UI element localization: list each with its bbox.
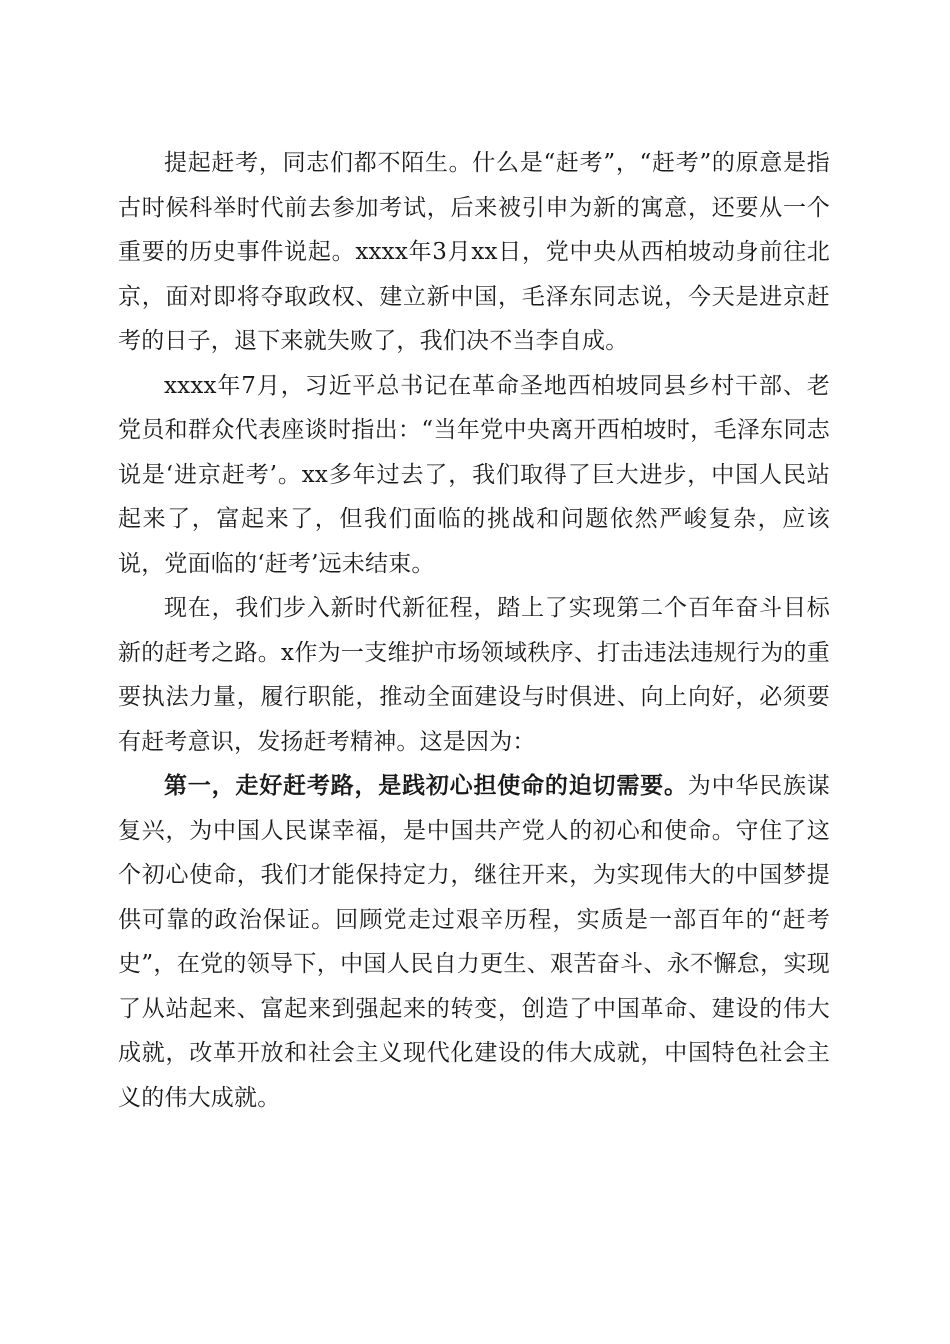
paragraph-4 [118,764,830,1120]
paragraph-2 [118,364,830,587]
document-body [118,141,830,1120]
paragraph-1 [118,141,830,364]
paragraph-4-text: 为中华民族谋复兴，为中国人民谋幸福，是中国共产党人的初心和使命。守住了这个初心使命，我们才能保持定力，继往开来，为实现伟大的中国梦提供可靠的政治保证。回顾党走过艰辛历程，实质是一部百年的“赶考史”，在党的领导下，中国人民自力更生、艰苦奋斗、永不懈怠，实现了从站起来、富起来到强起来的转变，创造了中国革命、建设的伟大成就，改革开放和社会主义现代化建设的伟大成就，中国特色社会主义的伟大成就。 [118,773,831,1111]
paragraph-1-text: 提起赶考，同志们都不陌生。什么是“赶考”，“赶考”的原意是指古时候科举时代前去参加考试，后来被引申为新的寓意，还要从一个重要的历史事件说起。xxxx年3月xx日，党中央从西柏坡动身前往北京，面对即将夺取政权、建立新中国，毛泽东同志说，今天是进京赶考的日子，退下来就失败了，我们决不当李自成。 [118,150,830,354]
paragraph-3-text: 现在，我们步入新时代新征程，踏上了实现第二个百年奋斗目标新的赶考之路。x作为一支维护市场领域秩序、打击违法违规行为的重要执法力量，履行职能，推动全面建设与时俱进、向上向好，必须要有赶考意识，发扬赶考精神。这是因为： [118,595,830,755]
paragraph-4-lead: 第一，走好赶考路，是践初心担使命的迫切需要。 [164,772,688,799]
paragraph-2-text: xxxx年7月，习近平总书记在革命圣地西柏坡同县乡村干部、老党员和群众代表座谈时指出：“当年党中央离开西柏坡时，毛泽东同志说是‘进京赶考’。xx多年过去了，我们取得了巨大进步，中国人民站起来了，富起来了，但我们面临的挑战和问题依然严峻复杂，应该说，党面临的‘赶考’远未结束。 [118,372,830,577]
paragraph-3 [118,586,830,764]
